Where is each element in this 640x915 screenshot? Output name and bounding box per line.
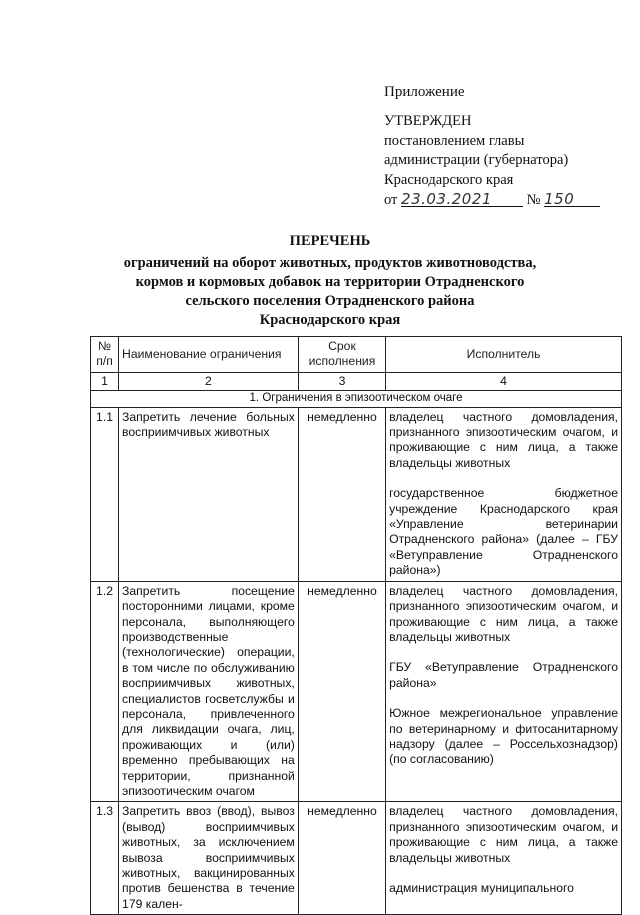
date-prefix: от <box>384 192 398 208</box>
approval-date-line <box>384 190 600 211</box>
header-executor: Исполнитель <box>386 337 622 373</box>
title-heading: ПЕРЕЧЕНЬ <box>289 233 371 249</box>
section-row <box>91 391 622 407</box>
number-field <box>544 190 600 207</box>
section-title: 1. Ограничения в эпизоотическом очаге <box>91 391 622 407</box>
executor-cell <box>386 407 622 581</box>
header-restriction: Наименование ограничения <box>119 337 299 373</box>
header-deadline: Срок исполнения <box>298 337 385 373</box>
executor-text: администрация муниципального <box>389 881 574 895</box>
approved-line-2: администрации (губернатора) <box>384 152 569 168</box>
approval-block <box>384 112 600 211</box>
table-row <box>91 407 622 581</box>
row-number: 1.2 <box>91 581 119 802</box>
restrictions-table <box>90 336 622 915</box>
restriction-text: Запретить посещение посторонними лицами, кроме персонала, выполняющего производственные (технологические) операции, в том числе по обслуживанию восприимчивых животных, специалистов госветслужбы и персонала, привлеченного для ликвидации очага, лиц, проживающих и (или) временно пребывающих на территории, признанной эпизоотическим очагом <box>119 581 299 802</box>
executor-cell <box>386 802 622 915</box>
executor-text: государственное бюджетное учреждение Краснодарского края «Управление ветеринарии Отрадненского района» (далее – ГБУ «Ветуправление Отрадненского района») <box>389 486 618 578</box>
number-prefix: № <box>526 192 541 208</box>
header-num: № п/п <box>91 337 119 373</box>
restriction-text: Запретить лечение больных восприимчивых животных <box>119 407 299 581</box>
approved-line-3: Краснодарского края <box>384 171 514 188</box>
executor-text: владелец частного домовладения, признанного эпизоотическим очагом, и проживающие с ним лица, а также владельцы животных <box>389 804 618 865</box>
row-number: 1.3 <box>91 802 119 915</box>
date-field <box>401 190 523 207</box>
title-line-1: ограничений на оборот животных, продуктов животноводства, <box>123 255 537 271</box>
date-handwritten: 23.03.2021 <box>401 190 492 208</box>
approved-line-1: постановлением главы <box>384 132 525 149</box>
title-line-3: сельского поселения Отрадненского района <box>185 293 475 309</box>
title-line-2: кормов и кормовых добавок на территории Отрадненского <box>135 274 525 290</box>
number-handwritten: 150 <box>544 190 575 208</box>
title-line-4: Краснодарского края <box>259 312 401 328</box>
deadline-text: немедленно <box>298 802 385 915</box>
column-number: 4 <box>386 372 622 390</box>
table-row <box>91 802 622 915</box>
table-row <box>91 581 622 802</box>
approved-title: УТВЕРЖДЕН <box>384 113 472 129</box>
column-number: 1 <box>91 372 119 390</box>
executor-text: ГБУ «Ветуправление Отрадненского района» <box>389 660 618 690</box>
row-number: 1.1 <box>91 407 119 581</box>
column-number-row <box>91 372 622 390</box>
executor-text: владелец частного домовладения, признанного эпизоотическим очагом, и проживающие с ним лица, а также владельцы животных <box>389 409 618 470</box>
column-number: 3 <box>298 372 385 390</box>
column-number: 2 <box>119 372 299 390</box>
appendix-label: Приложение <box>384 84 465 100</box>
executor-text: Южное межрегиональное управление по ветеринарному и фитосанитарному надзору (далее – Россельхознадзор) (по согласованию) <box>389 706 618 767</box>
executor-text: владелец частного домовладения, признанного эпизоотическим очагом, и проживающие с ним лица, а также владельцы животных <box>389 583 618 644</box>
deadline-text: немедленно <box>298 581 385 802</box>
executor-cell <box>386 581 622 802</box>
table-header-row <box>91 337 622 373</box>
deadline-text: немедленно <box>298 407 385 581</box>
restriction-text: Запретить ввоз (ввод), вывоз (вывод) восприимчивых животных, за исключением вывоза восприимчивых животных, вакцинированных против бешенства в течение 179 кален- <box>119 802 299 915</box>
document-title <box>60 232 600 330</box>
